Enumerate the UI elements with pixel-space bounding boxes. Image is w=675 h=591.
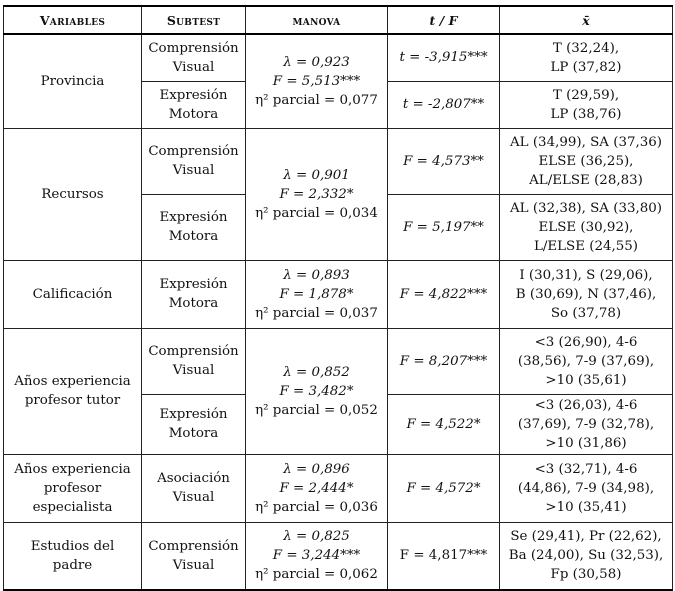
subtest-cell: Comprensión Visual bbox=[142, 128, 246, 194]
table-row bbox=[4, 128, 673, 194]
variable-cell: Calificación bbox=[4, 260, 142, 328]
manova-cell: λ = 0,901 F = 2,332* η² parcial = 0,034 bbox=[246, 128, 388, 260]
means-cell: I (30,31), S (29,06), B (30,69), N (37,46), So (37,78) bbox=[500, 260, 673, 328]
stat-cell: t = -3,915*** bbox=[388, 34, 500, 81]
subtest-cell: Comprensión Visual bbox=[142, 328, 246, 394]
table-row bbox=[4, 260, 673, 328]
means-cell: AL (34,99), SA (37,36) ELSE (36,25), AL/ELSE (28,83) bbox=[500, 128, 673, 194]
stat-cell: t = -2,807** bbox=[388, 81, 500, 128]
results-table bbox=[3, 5, 673, 591]
table-row bbox=[4, 34, 673, 81]
table-row bbox=[4, 454, 673, 522]
stat-cell: F = 8,207*** bbox=[388, 328, 500, 394]
variable-cell: Estudios del padre bbox=[4, 522, 142, 590]
means-cell: <3 (32,71), 4-6 (44,86), 7-9 (34,98), >10 (35,41) bbox=[500, 454, 673, 522]
manova-cell: λ = 0,825 F = 3,244*** η² parcial = 0,062 bbox=[246, 522, 388, 590]
stat-cell: F = 4,822*** bbox=[388, 260, 500, 328]
subtest-cell: Expresión Motora bbox=[142, 194, 246, 260]
header-row bbox=[4, 6, 673, 34]
manova-cell: λ = 0,896 F = 2,444* η² parcial = 0,036 bbox=[246, 454, 388, 522]
variable-cell: Provincia bbox=[4, 34, 142, 128]
stat-cell: F = 5,197** bbox=[388, 194, 500, 260]
table-row bbox=[4, 328, 673, 394]
header-subtest: Subtest bbox=[142, 6, 246, 34]
subtest-cell: Asociación Visual bbox=[142, 454, 246, 522]
means-cell: T (32,24), LP (37,82) bbox=[500, 34, 673, 81]
means-cell: <3 (26,03), 4-6 (37,69), 7-9 (32,78), >10 (31,86) bbox=[500, 394, 673, 454]
manova-cell: λ = 0,852 F = 3,482* η² parcial = 0,052 bbox=[246, 328, 388, 454]
subtest-cell: Comprensión Visual bbox=[142, 522, 246, 590]
header-t-f: t / F bbox=[388, 6, 500, 34]
means-cell: Se (29,41), Pr (22,62), Ba (24,00), Su (32,53), Fp (30,58) bbox=[500, 522, 673, 590]
means-cell: AL (32,38), SA (33,80) ELSE (30,92), L/ELSE (24,55) bbox=[500, 194, 673, 260]
header-variables: Variables bbox=[4, 6, 142, 34]
table-row bbox=[4, 522, 673, 590]
means-cell: T (29,59), LP (38,76) bbox=[500, 81, 673, 128]
stat-cell: F = 4,572* bbox=[388, 454, 500, 522]
stat-cell: F = 4,573** bbox=[388, 128, 500, 194]
stat-cell: F = 4,817*** bbox=[388, 522, 500, 590]
subtest-cell: Expresión Motora bbox=[142, 81, 246, 128]
subtest-cell: Comprensión Visual bbox=[142, 34, 246, 81]
manova-cell: λ = 0,893 F = 1,878* η² parcial = 0,037 bbox=[246, 260, 388, 328]
subtest-cell: Expresión Motora bbox=[142, 260, 246, 328]
means-cell: <3 (26,90), 4-6 (38,56), 7-9 (37,69), >10 (35,61) bbox=[500, 328, 673, 394]
stat-cell: F = 4,522* bbox=[388, 394, 500, 454]
manova-cell: λ = 0,923 F = 5,513*** η² parcial = 0,077 bbox=[246, 34, 388, 128]
header-manova: manova bbox=[246, 6, 388, 34]
header-mean: x̄ bbox=[500, 6, 673, 34]
variable-cell: Recursos bbox=[4, 128, 142, 260]
variable-cell: Años experiencia profesor especialista bbox=[4, 454, 142, 522]
subtest-cell: Expresión Motora bbox=[142, 394, 246, 454]
variable-cell: Años experiencia profesor tutor bbox=[4, 328, 142, 454]
